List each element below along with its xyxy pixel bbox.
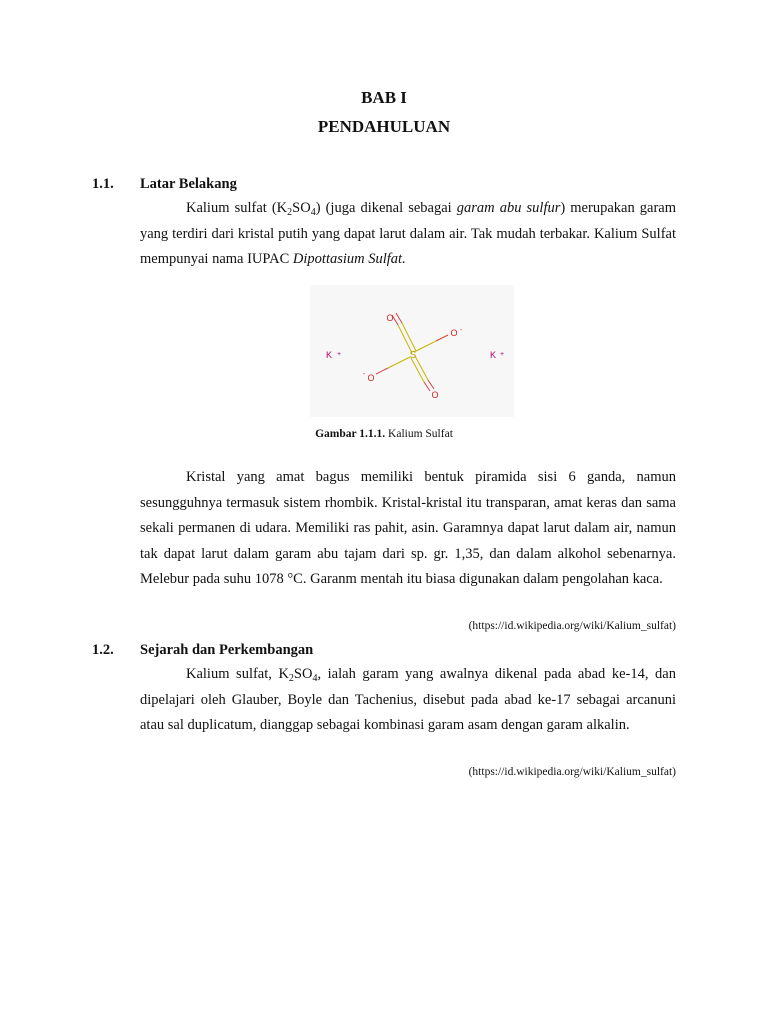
section-2-paragraph-1 [140, 662, 676, 739]
bond-o-left [376, 368, 388, 374]
section-1-paragraph-1 [140, 196, 676, 273]
potassium-sulfate-structure-figure [310, 285, 514, 417]
bond-o-bottom-a [424, 382, 430, 391]
potassium-atom-right: K [489, 350, 497, 360]
sulfur-atom: S [409, 350, 417, 361]
text-run: SO [293, 666, 313, 682]
subscript: 4 [310, 207, 316, 218]
figure-caption [0, 428, 768, 440]
oxygen-atom-left: O [367, 373, 375, 383]
charge-minus-left: - [363, 371, 366, 378]
section-1-number: 1.1. [92, 176, 114, 192]
section-1-paragraph-2 [140, 465, 676, 593]
text-run: Kalium sulfat, K [186, 666, 289, 682]
bond-o-bottom-b [428, 380, 434, 389]
section-2-title: Sejarah dan Perkembangan [140, 642, 314, 658]
chapter-label: BAB I [361, 88, 407, 107]
charge-minus-right: - [460, 327, 463, 334]
text-run: , ialah garam yang awalnya dikenal pada abad ke-14, dan dipelajari oleh Glauber, Boyle dan Tachenius, disebut pada abad ke-17 sebagai arcanuni atau sal duplicatum, dianggap sebagai kombinasi garam asam dengan garam alkalin. [140, 666, 676, 733]
subscript: 2 [288, 673, 294, 684]
subscript: 4 [312, 673, 318, 684]
potassium-atom-left: K [325, 350, 333, 360]
section-2-number: 1.2. [92, 642, 114, 658]
bond-s-o-right [414, 341, 436, 352]
oxygen-atom-right: O [450, 328, 458, 338]
oxygen-atom-bottom: O [431, 390, 439, 400]
chapter-title: PENDAHULUAN [317, 117, 451, 136]
oxygen-atom-top: O [386, 313, 394, 323]
section-1-source-link[interactable]: (https://id.wikipedia.org/wiki/Kalium_sulfat) [468, 620, 676, 632]
text-run: SO [292, 200, 311, 216]
bond-s-o-left [388, 357, 410, 368]
charge-plus-right: + [500, 351, 505, 358]
caption-text: Kalium Sulfat [385, 428, 453, 440]
subscript: 2 [287, 207, 293, 218]
bond-o-right [436, 335, 448, 341]
charge-plus-left: + [337, 351, 342, 358]
section-1-title: Latar Belakang [140, 176, 237, 192]
text-run: Kristal yang amat bagus memiliki bentuk piramida sisi 6 ganda, namun sesungguhnya termasuk sistem rhombik. Kristal-kristal itu transparan, amat keras dan sama sekali permanen di udara. Memiliki ras pahit, asin. Garamnya dapat larut dalam air, namun tak dapat larut dalam garam abu tajam dari sp. gr. 1,35, dan dalam alkohol sebenarnya. Melebur pada suhu 1078 °C. Garanm mentah itu biasa digunakan dalam pengolahan kaca. [140, 469, 676, 587]
section-2-source-link[interactable]: (https://id.wikipedia.org/wiki/Kalium_sulfat) [468, 766, 676, 778]
text-run: Kalium sulfat (K [186, 200, 288, 216]
caption-label: Gambar 1.1.1. [315, 428, 386, 440]
bond-o-top-b [396, 313, 402, 323]
molecule-diagram [310, 285, 514, 417]
text-run: ) merupakan garam yang terdiri dari kristal putih yang dapat larut dalam air. Tak mudah terbakar. Kalium Sulfat mempunyai nama IUPAC [140, 200, 676, 267]
italic-term: garam abu sulfur [456, 200, 561, 216]
italic-term: Dipottasium Sulfat. [292, 251, 406, 267]
text-run: ) (juga dikenal sebagai [315, 200, 457, 216]
